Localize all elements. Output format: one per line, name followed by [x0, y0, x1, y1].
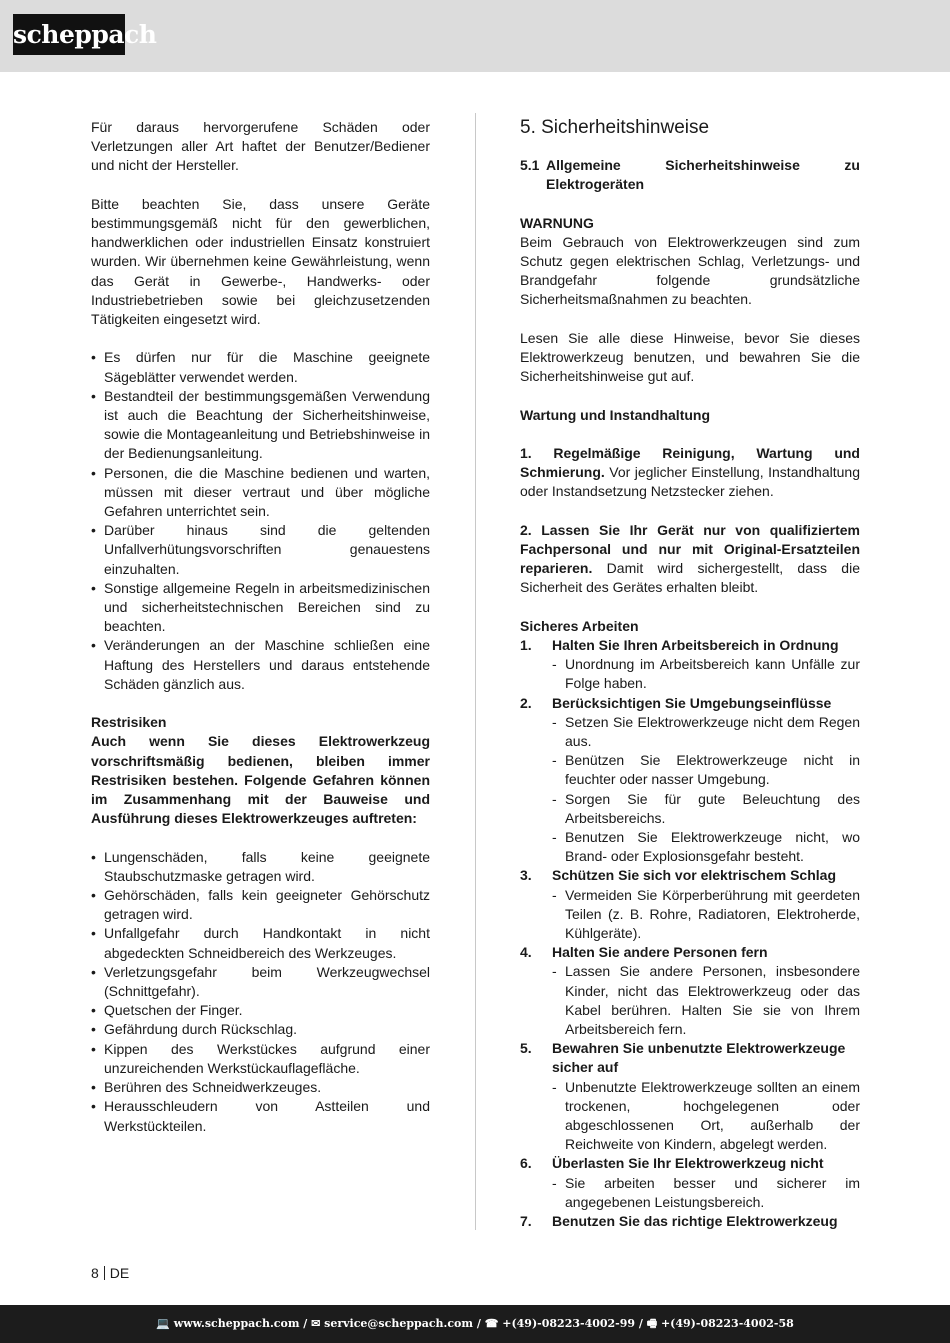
risk-bullet-item: • Berühren des Schneidwerkzeuges.	[91, 1078, 430, 1097]
usage-bullet-item: • Personen, die die Maschine bedienen und warten, müssen mit dieser vertraut und über mögliche Gefahren unterrichtet sein.	[91, 464, 430, 522]
subsection-number: 5.1	[520, 157, 540, 173]
maintenance-point-1-title: 1. Regelmäßige Reinigung, Wartung und Schmierung.	[520, 444, 860, 481]
safety-subitem: - Benützen Sie Elektrowerkzeuge nicht in feuchter oder nasser Umgebung.	[552, 751, 860, 789]
safety-item-number: 1.	[520, 636, 532, 653]
usage-bullet-list	[91, 348, 430, 694]
brand-logo: scheppach	[13, 14, 125, 55]
safety-item-title: Bewahren Sie unbenutzte Elektrowerkzeuge sicher auf	[552, 1040, 846, 1076]
safety-item-title: Benutzen Sie das richtige Elektrowerkzeug	[552, 1213, 838, 1230]
page-header	[0, 0, 950, 72]
maintenance-point-2-title: 2. Lassen Sie Ihr Gerät nur von qualifiziertem Fachpersonal und nur mit Original-Ersatzteilen reparieren.	[520, 521, 860, 577]
safety-item	[520, 1039, 860, 1077]
safety-item-title: Halten Sie andere Personen fern	[552, 944, 768, 961]
safety-subitem: - Benutzen Sie Elektrowerkzeuge nicht, wo Brand- oder Explosionsgefahr besteht.	[552, 828, 860, 866]
risk-bullet-list	[91, 848, 430, 1136]
maintenance-point-2-text: Damit wird sichergestellt, dass die Sicherheit des Gerätes erhalten bleibt.	[520, 560, 860, 596]
usage-bullet-item: • Darüber hinaus sind die geltenden Unfallverhütungsvorschriften genauestens einzuhalten.	[91, 521, 430, 579]
usage-bullet-item: • Veränderungen an der Maschine schließen eine Haftung des Herstellers und daraus entstehende Schäden gänzlich aus.	[91, 636, 430, 694]
risk-bullet-item: • Verletzungsgefahr beim Werkzeugwechsel (Schnittgefahr).	[91, 963, 430, 1001]
safety-item-number: 3.	[520, 867, 532, 884]
safety-subitem-list	[520, 655, 860, 693]
safety-subitem-list	[520, 962, 860, 1039]
read-instructions-text: Lesen Sie alle diese Hinweise, bevor Sie dieses Elektrowerkzeug benutzen, und bewahren Sie die Sicherheitshinweise gut auf.	[520, 329, 860, 385]
risk-bullet-item: • Herausschleudern von Astteilen und Werkstückteilen.	[91, 1097, 430, 1135]
risk-bullet-item: • Lungenschäden, falls keine geeignete Staubschutzmaske getragen wird.	[91, 848, 430, 886]
usage-bullet-item: • Es dürfen nur für die Maschine geeignete Sägeblätter verwendet werden.	[91, 348, 430, 386]
safety-item	[520, 866, 860, 885]
contact-footer: 💻 www.scheppach.com / ✉ service@scheppach.com / ☎ +(49)-08223-4002-99 / 🖷 +(49)-08223-4002-58	[0, 1305, 950, 1343]
safety-item-list	[520, 636, 860, 1231]
safety-subitem-list	[520, 713, 860, 867]
safety-subitem: - Unordnung im Arbeitsbereich kann Unfälle zur Folge haben.	[552, 655, 860, 693]
safety-subitem: - Unbenutzte Elektrowerkzeuge sollten an einem trockenen, hochgelegenen oder abgeschlossenen Ort, außerhalb der Reichweite von Kindern, abgelegt werden.	[552, 1078, 860, 1155]
right-column	[520, 118, 860, 1231]
left-column	[91, 118, 430, 1136]
safety-subitem: - Sie arbeiten besser und sicherer im angegebenen Leistungsbereich.	[552, 1174, 860, 1212]
warning-label: WARNUNG	[520, 214, 594, 231]
safety-item	[520, 1212, 860, 1231]
risk-bullet-item: • Unfallgefahr durch Handkontakt in nicht abgedeckten Schneidbereich des Werkzeuges.	[91, 924, 430, 962]
safety-item-number: 7.	[520, 1213, 532, 1230]
subsection-heading	[520, 156, 860, 194]
usage-bullet-item: • Sonstige allgemeine Regeln in arbeitsmedizinischen und sicherheitstechnischen Bereichen sind zu beachten.	[91, 579, 430, 637]
safety-subitem-list	[520, 1078, 860, 1155]
maintenance-heading: Wartung und Instandhaltung	[520, 406, 711, 423]
section-title: 5. Sicherheitshinweise	[520, 117, 710, 138]
usage-bullet-item: • Bestandteil der bestimmungsgemäßen Verwendung ist auch die Beachtung der Sicherheitshinweise, sowie die Montageanleitung und Betriebshinweise in der Bedienungsanleitung.	[91, 387, 430, 464]
column-divider	[475, 113, 476, 1230]
safety-subitem: - Setzen Sie Elektrowerkzeuge nicht dem Regen aus.	[552, 713, 860, 751]
safety-item-title: Halten Sie Ihren Arbeitsbereich in Ordnung	[552, 636, 839, 653]
safety-subitem-list	[520, 886, 860, 944]
safety-item-title: Berücksichtigen Sie Umgebungseinflüsse	[552, 694, 832, 711]
safety-item	[520, 943, 860, 962]
maintenance-point-1-text: Vor jeglicher Einstellung, Instandhaltung oder Instandsetzung Netzstecker ziehen.	[520, 464, 860, 500]
page-language: DE	[109, 1265, 130, 1281]
risk-bullet-item: • Gehörschäden, falls kein geeigneter Gehörschutz getragen wird.	[91, 886, 430, 924]
safety-subitem: - Sorgen Sie für gute Beleuchtung des Arbeitsbereichs.	[552, 790, 860, 828]
warning-text: Beim Gebrauch von Elektrowerkzeugen sind zum Schutz gegen elektrischen Schlag, Verletzungs- und Brandgefahr folgende grundsätzliche Sicherheitsmaßnahmen zu beachten.	[520, 233, 860, 308]
restrisiken-heading: Restrisiken	[91, 714, 167, 731]
intro-paragraph-2: Bitte beachten Sie, dass unsere Geräte bestimmungsgemäß nicht für den gewerblichen, handwerklichen oder industriellen Einsatz konstruiert wurden. Wir übernehmen keine Gewährleistung, wenn das Gerät in Gewerbe-, Handwerks- oder Industriebetrieben sowie bei gleichzusetzenden Tätigkeiten eingesetzt wird.	[91, 195, 430, 328]
intro-paragraph-1: Für daraus hervorgerufene Schäden oder Verletzungen aller Art haftet der Benutzer/Bediener und nicht der Hersteller.	[91, 119, 430, 174]
safety-subitem-list	[520, 1174, 860, 1212]
safety-subitem: - Lassen Sie andere Personen, insbesondere Kinder, nicht das Elektrowerkzeug oder das Kabel berühren. Halten Sie sie von Ihrem Arbeitsbereich fern.	[552, 962, 860, 1039]
safety-item	[520, 1154, 860, 1173]
safety-subitem: - Vermeiden Sie Körperberührung mit geerdeten Teilen (z. B. Rohre, Radiatoren, Elektroherde, Kühlgeräte).	[552, 886, 860, 944]
risk-bullet-item: • Quetschen der Finger.	[91, 1001, 430, 1020]
restrisiken-text: Auch wenn Sie dieses Elektrowerkzeug vorschriftsmäßig bedienen, bleiben immer Restrisiken bestehen. Folgende Gefahren können im Zusammenhang mit der Bauweise und Ausführung dieses Elektrowerkzeuges auftreten:	[91, 733, 430, 827]
maintenance-point-1	[520, 444, 860, 502]
safety-item-number: 4.	[520, 944, 532, 961]
risk-bullet-item: • Kippen des Werkstückes aufgrund einer unzureichenden Werkstückauflagefläche.	[91, 1040, 430, 1078]
safe-work-heading: Sicheres Arbeiten	[520, 617, 639, 634]
risk-bullet-item: • Gefährdung durch Rückschlag.	[91, 1020, 430, 1039]
page-number	[91, 1264, 129, 1283]
maintenance-point-2	[520, 521, 860, 598]
page-number-value: 8	[91, 1265, 99, 1281]
safety-item	[520, 636, 860, 655]
safety-item	[520, 694, 860, 713]
page-number-separator	[104, 1266, 105, 1280]
safety-item-title: Schützen Sie sich vor elektrischem Schlag	[552, 867, 836, 884]
safety-item-number: 5.	[520, 1040, 532, 1057]
subsection-title: Allgemeine Sicherheitshinweise zu Elektrogeräten	[546, 157, 860, 193]
safety-item-number: 2.	[520, 694, 532, 711]
safety-item-number: 6.	[520, 1155, 532, 1172]
safety-item-title: Überlasten Sie Ihr Elektrowerkzeug nicht	[552, 1155, 824, 1172]
